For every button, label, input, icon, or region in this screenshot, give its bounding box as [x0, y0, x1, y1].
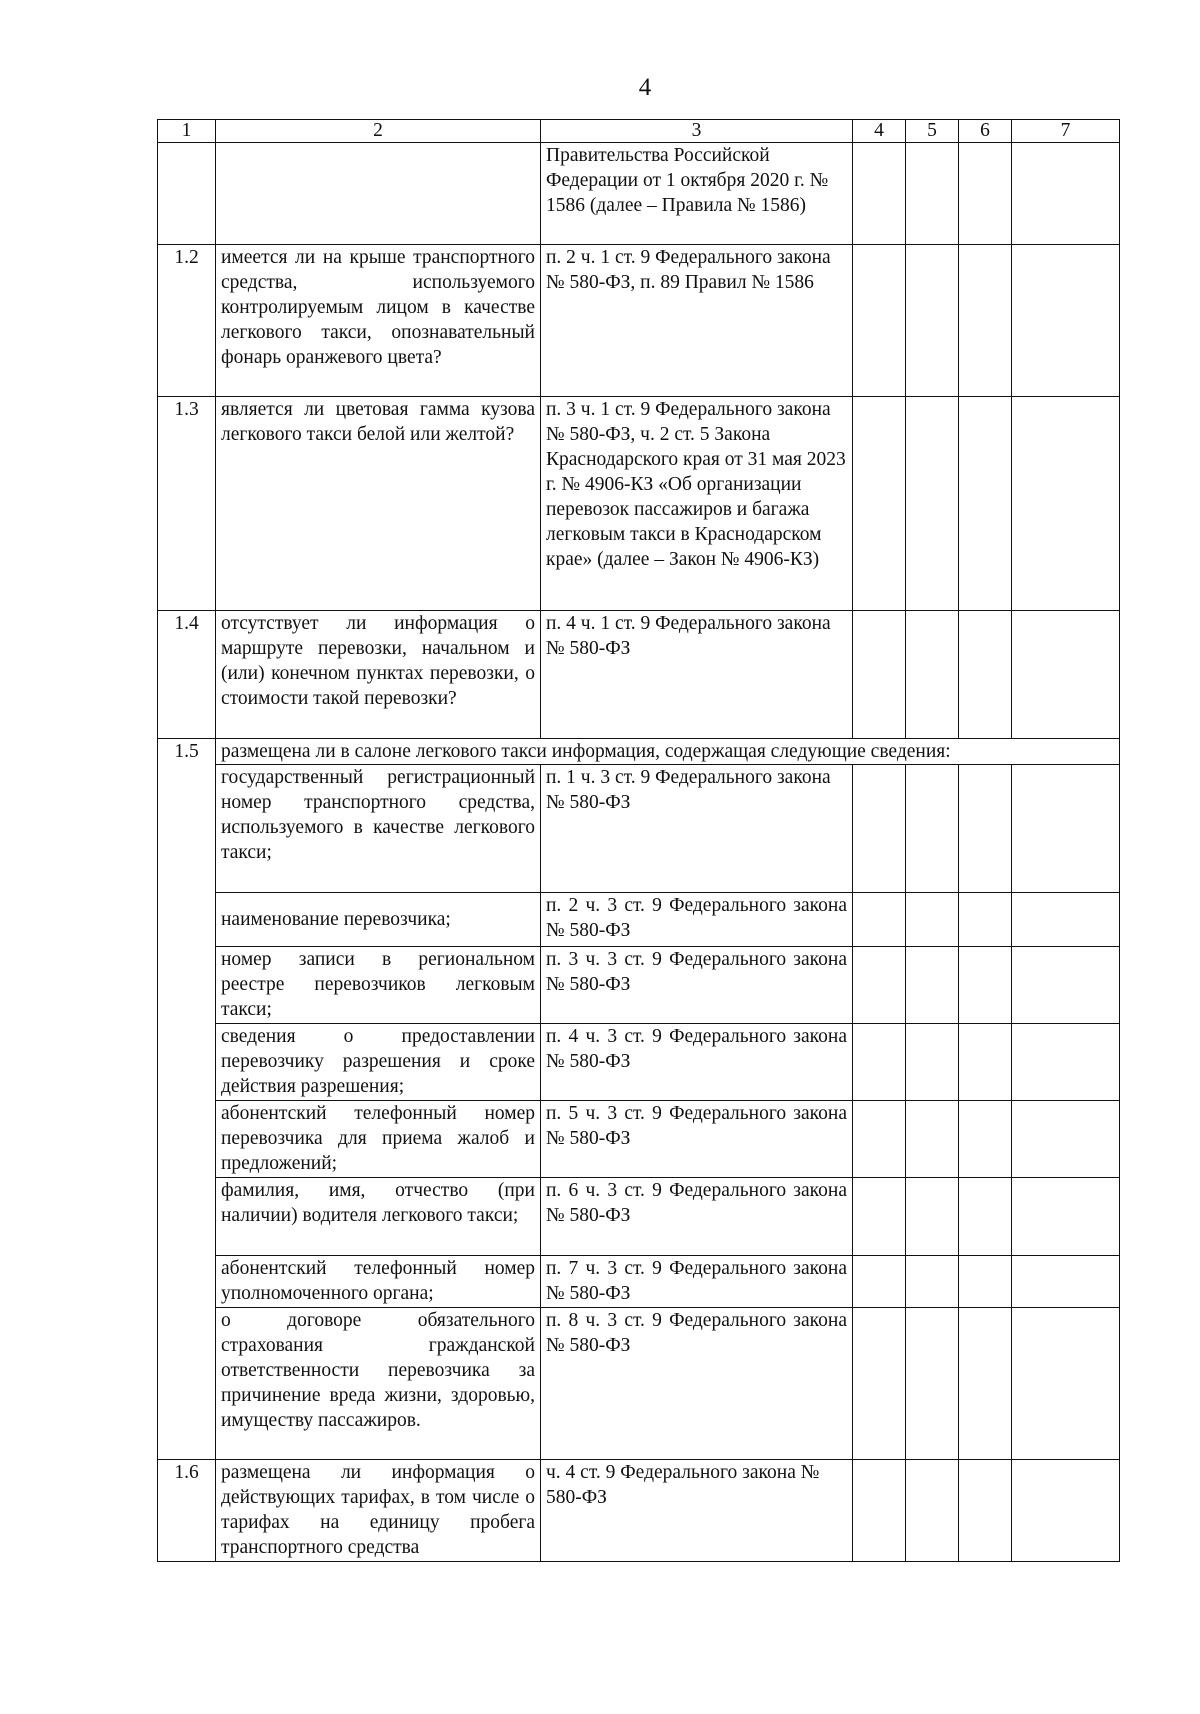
legal-reference: п. 7 ч. 3 ст. 9 Федерального закона № 580-ФЗ — [541, 1256, 853, 1308]
requirement-text: наименование перевозчика; — [216, 893, 541, 947]
answer-cell — [1012, 1308, 1120, 1460]
requirement-text: является ли цветовая гамма кузова легкового такси белой или желтой? — [216, 397, 541, 611]
answer-cell — [906, 1101, 959, 1178]
header-cell-3: 3 — [541, 120, 853, 143]
requirement-text: государственный регистрационный номер транспортного средства, используемого в качестве легкового такси; — [216, 765, 541, 893]
header-cell-7: 7 — [1012, 120, 1120, 143]
answer-cell — [906, 1308, 959, 1460]
answer-cell — [959, 893, 1012, 947]
row-number: 1.2 — [158, 245, 216, 397]
answer-cell — [1012, 893, 1120, 947]
answer-cell — [853, 245, 906, 397]
requirement-text: имеется ли на крыше транспортного средства, используемого контролируемым лицом в качестве легкового такси, опознавательный фонарь оранжевого цвета? — [216, 245, 541, 397]
answer-cell — [1012, 1256, 1120, 1308]
answer-cell — [853, 947, 906, 1024]
header-cell-5: 5 — [906, 120, 959, 143]
legal-reference: ч. 4 ст. 9 Федерального закона № 580-ФЗ — [541, 1460, 853, 1562]
header-cell-4: 4 — [853, 120, 906, 143]
answer-cell — [853, 765, 906, 893]
table-row — [158, 1460, 1120, 1562]
requirement-text — [216, 143, 541, 245]
requirement-text: номер записи в региональном реестре перевозчиков легковым такси; — [216, 947, 541, 1024]
table-row — [158, 1308, 1120, 1460]
table-row — [158, 397, 1120, 611]
answer-cell — [906, 765, 959, 893]
answer-cell — [906, 143, 959, 245]
answer-cell — [906, 893, 959, 947]
answer-cell — [1012, 1460, 1120, 1562]
answer-cell — [906, 1024, 959, 1101]
table-row — [158, 611, 1120, 739]
row-number: 1.6 — [158, 1460, 216, 1562]
header-cell-6: 6 — [959, 120, 1012, 143]
table-row — [158, 1101, 1120, 1178]
legal-reference: п. 3 ч. 1 ст. 9 Федерального закона № 580-ФЗ, ч. 2 ст. 5 Закона Краснодарского края от 31 мая 2023 г. № 4906-КЗ «Об организации перевозок пассажиров и багажа легковым такси в Краснодарском крае» (далее – Закон № 4906-КЗ) — [541, 397, 853, 611]
answer-cell — [959, 1101, 1012, 1178]
requirement-text: абонентский телефонный номер уполномоченного органа; — [216, 1256, 541, 1308]
answer-cell — [906, 1460, 959, 1562]
answer-cell — [959, 143, 1012, 245]
table-row — [158, 765, 1120, 893]
legal-reference: Правительства Российской Федерации от 1 октября 2020 г. № 1586 (далее – Правила № 1586) — [541, 143, 853, 245]
answer-cell — [906, 611, 959, 739]
legal-reference: п. 2 ч. 1 ст. 9 Федерального закона № 580-ФЗ, п. 89 Правил № 1586 — [541, 245, 853, 397]
answer-cell — [853, 1178, 906, 1256]
row-number: 1.5 — [158, 739, 216, 1460]
legal-reference: п. 1 ч. 3 ст. 9 Федерального закона № 580-ФЗ — [541, 765, 853, 893]
answer-cell — [1012, 397, 1120, 611]
answer-cell — [959, 1024, 1012, 1101]
answer-cell — [1012, 143, 1120, 245]
row-number — [158, 143, 216, 245]
answer-cell — [853, 1256, 906, 1308]
table-row — [158, 947, 1120, 1024]
answer-cell — [853, 1308, 906, 1460]
answer-cell — [959, 947, 1012, 1024]
answer-cell — [906, 947, 959, 1024]
answer-cell — [959, 765, 1012, 893]
row-number: 1.4 — [158, 611, 216, 739]
answer-cell — [1012, 1024, 1120, 1101]
answer-cell — [959, 1460, 1012, 1562]
table-row — [158, 143, 1120, 245]
answer-cell — [853, 143, 906, 245]
table-row — [158, 739, 1120, 765]
answer-cell — [906, 245, 959, 397]
answer-cell — [959, 1256, 1012, 1308]
legal-reference: п. 4 ч. 1 ст. 9 Федерального закона № 580-ФЗ — [541, 611, 853, 739]
answer-cell — [959, 1178, 1012, 1256]
legal-reference: п. 6 ч. 3 ст. 9 Федерального закона № 580-ФЗ — [541, 1178, 853, 1256]
answer-cell — [906, 1178, 959, 1256]
legal-reference: п. 3 ч. 3 ст. 9 Федерального закона № 580-ФЗ — [541, 947, 853, 1024]
answer-cell — [853, 397, 906, 611]
requirement-text: абонентский телефонный номер перевозчика для приема жалоб и предложений; — [216, 1101, 541, 1178]
row-number: 1.3 — [158, 397, 216, 611]
table-row — [158, 1024, 1120, 1101]
header-cell-1: 1 — [158, 120, 216, 143]
checklist-table — [157, 119, 1120, 1562]
table-row — [158, 1178, 1120, 1256]
requirement-text: отсутствует ли информация о маршруте перевозки, начальном и (или) конечном пунктах перевозки, о стоимости такой перевозки? — [216, 611, 541, 739]
answer-cell — [853, 893, 906, 947]
table-row — [158, 245, 1120, 397]
table-row — [158, 893, 1120, 947]
requirement-text: размещена ли информация о действующих тарифах, в том числе о тарифах на единицу пробега транспортного средства — [216, 1460, 541, 1562]
legal-reference: п. 5 ч. 3 ст. 9 Федерального закона № 580-ФЗ — [541, 1101, 853, 1178]
answer-cell — [906, 397, 959, 611]
requirement-text: фамилия, имя, отчество (при наличии) водителя легкового такси; — [216, 1178, 541, 1256]
header-cell-2: 2 — [216, 120, 541, 143]
legal-reference: п. 2 ч. 3 ст. 9 Федерального закона № 580-ФЗ — [541, 893, 853, 947]
requirement-text: сведения о предоставлении перевозчику разрешения и сроке действия разрешения; — [216, 1024, 541, 1101]
answer-cell — [1012, 765, 1120, 893]
answer-cell — [1012, 245, 1120, 397]
section-heading: размещена ли в салоне легкового такси информация, содержащая следующие сведения: — [216, 739, 1120, 765]
legal-reference: п. 8 ч. 3 ст. 9 Федерального закона № 580-ФЗ — [541, 1308, 853, 1460]
answer-cell — [1012, 611, 1120, 739]
answer-cell — [959, 1308, 1012, 1460]
table-row — [158, 1256, 1120, 1308]
legal-reference: п. 4 ч. 3 ст. 9 Федерального закона № 580-ФЗ — [541, 1024, 853, 1101]
answer-cell — [1012, 947, 1120, 1024]
answer-cell — [959, 245, 1012, 397]
answer-cell — [1012, 1101, 1120, 1178]
answer-cell — [853, 1024, 906, 1101]
answer-cell — [853, 611, 906, 739]
answer-cell — [959, 397, 1012, 611]
requirement-text: о договоре обязательного страхования гражданской ответственности перевозчика за причинение вреда жизни, здоровью, имуществу пассажиров. — [216, 1308, 541, 1460]
header-row — [158, 120, 1120, 143]
answer-cell — [959, 611, 1012, 739]
answer-cell — [853, 1460, 906, 1562]
answer-cell — [906, 1256, 959, 1308]
answer-cell — [1012, 1178, 1120, 1256]
answer-cell — [853, 1101, 906, 1178]
page-number: 4 — [638, 74, 652, 101]
